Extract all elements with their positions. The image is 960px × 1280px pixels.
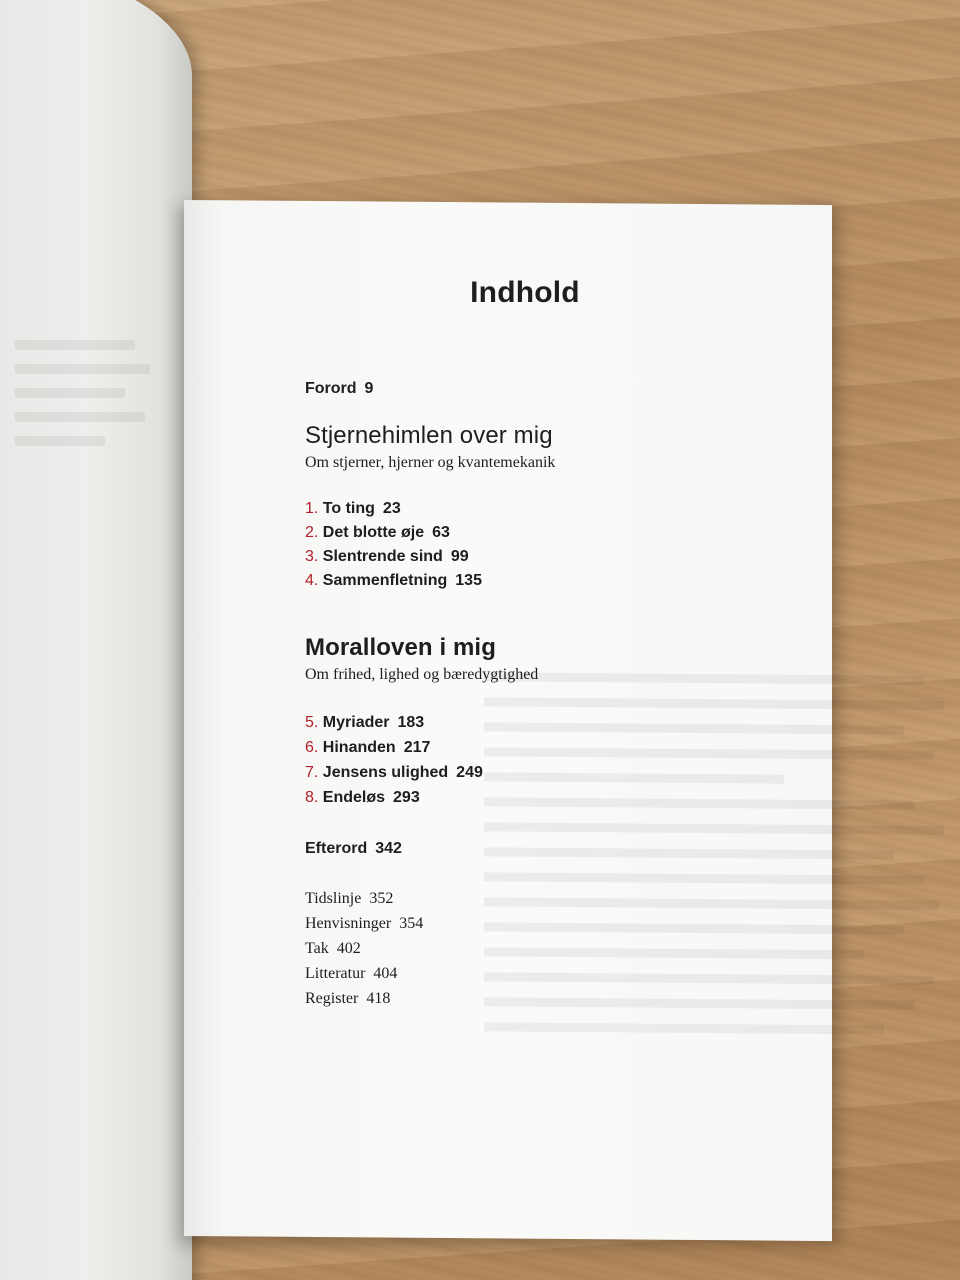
- toc-title: Indhold: [470, 276, 580, 309]
- chapter-page: 183: [397, 714, 425, 731]
- backmatter-label: Litteratur: [305, 965, 366, 982]
- epilogue-page: 342: [375, 840, 402, 857]
- part-2-subtitle: Om frihed, lighed og bæredygtighed: [305, 666, 539, 683]
- chapter-page: 135: [455, 572, 482, 589]
- epilogue-entry: [305, 840, 402, 858]
- preface-entry: [305, 380, 373, 398]
- chapter-title: Myriader: [322, 714, 390, 731]
- preface-page: 9: [364, 380, 374, 397]
- preface-label: Forord: [305, 380, 357, 397]
- backmatter-page: 418: [366, 990, 391, 1007]
- chapter-title: Jensens ulighed: [322, 764, 449, 781]
- left-book-page: [0, 0, 192, 1280]
- chapter-page: 249: [456, 764, 483, 781]
- chapter-title: To ting: [322, 500, 375, 517]
- chapter-number: 4.: [305, 572, 319, 589]
- left-page-show-through: [15, 340, 155, 460]
- chapter-entry: [305, 548, 469, 566]
- chapter-entry: [305, 524, 450, 542]
- chapter-page: 63: [432, 524, 450, 541]
- chapter-page: 23: [382, 500, 401, 517]
- backmatter-label: Register: [305, 990, 359, 1007]
- chapter-number: 1.: [305, 500, 319, 517]
- backmatter-page: 404: [373, 965, 398, 982]
- chapter-number: 8.: [305, 789, 319, 806]
- right-book-page: [184, 200, 832, 1241]
- chapter-page: 99: [450, 548, 469, 565]
- chapter-number: 6.: [305, 739, 319, 756]
- chapter-title: Det blotte øje: [322, 524, 425, 541]
- chapter-title: Hinanden: [322, 739, 396, 756]
- epilogue-label: Efterord: [305, 840, 368, 857]
- backmatter-label: Tidslinje: [305, 890, 362, 907]
- backmatter-entry: [305, 990, 390, 1008]
- chapter-entry: [305, 714, 424, 732]
- backmatter-entry: [305, 915, 423, 933]
- part-1-subtitle: Om stjerner, hjerner og kvantemekanik: [305, 454, 556, 471]
- chapter-entry: [305, 572, 482, 590]
- chapter-number: 5.: [305, 714, 319, 731]
- backmatter-entry: [305, 890, 393, 908]
- backmatter-label: Tak: [305, 940, 329, 957]
- backmatter-page: 352: [369, 890, 394, 907]
- chapter-entry: [305, 739, 430, 757]
- backmatter-entry: [305, 965, 397, 983]
- backmatter-label: Henvisninger: [305, 915, 392, 932]
- chapter-number: 2.: [305, 524, 319, 541]
- chapter-title: Sammenfletning: [322, 572, 448, 589]
- chapter-entry: [305, 789, 420, 807]
- chapter-page: 293: [393, 789, 420, 806]
- chapter-title: Slentrende sind: [322, 548, 443, 565]
- chapter-page: 217: [403, 739, 431, 756]
- backmatter-entry: [305, 940, 361, 958]
- backmatter-page: 354: [399, 915, 424, 932]
- chapter-entry: [305, 764, 483, 782]
- part-1-title: Stjernehimlen over mig: [305, 422, 553, 449]
- right-page-show-through: [484, 672, 944, 1051]
- chapter-entry: [305, 500, 401, 518]
- chapter-number: 7.: [305, 764, 319, 781]
- chapter-number: 3.: [305, 548, 319, 565]
- part-2-title: Moralloven i mig: [305, 634, 496, 661]
- backmatter-page: 402: [336, 940, 361, 957]
- chapter-title: Endeløs: [322, 789, 386, 806]
